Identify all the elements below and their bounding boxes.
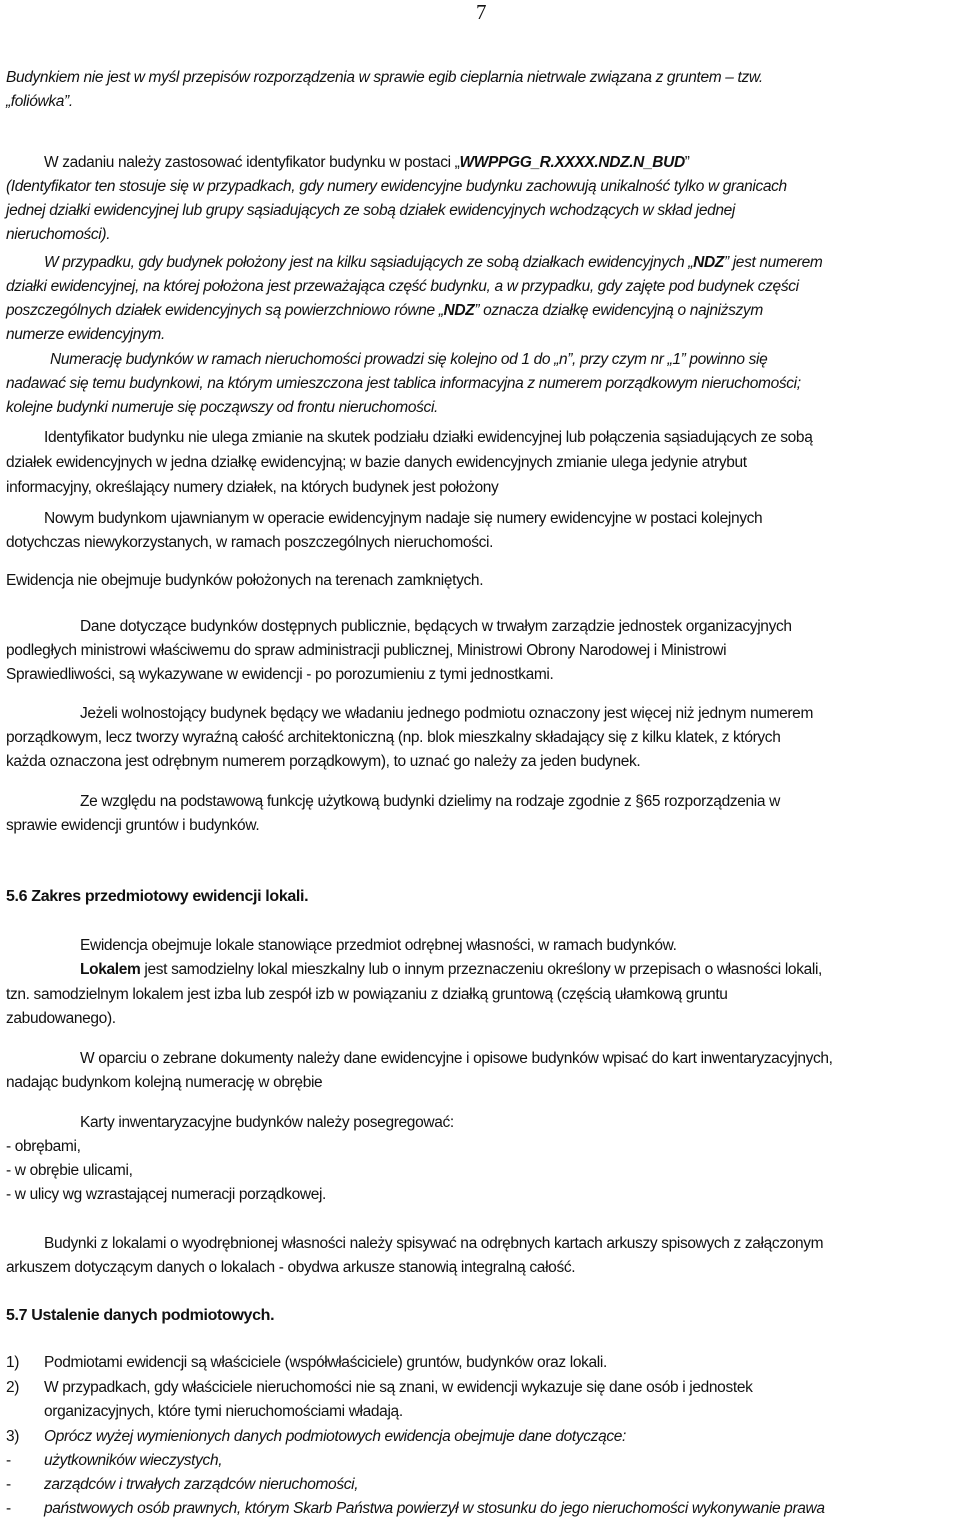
paragraph-line: dotychczas niewykorzystanych, w ramach poszczególnych nieruchomości.	[6, 534, 494, 551]
list-subitem: zarządców i trwałych zarządców nieruchomości,	[44, 1476, 359, 1493]
list-item: Podmiotami ewidencji są właściciele (współwłaściciele) gruntów, budynków oraz lokali.	[44, 1354, 607, 1371]
list-subitem: użytkowników wieczystych,	[44, 1452, 223, 1469]
paragraph-line: poszczególnych działek ewidencyjnych są powierzchniowo równe „NDZ” oznacza działkę ewidencyjną o najniższym	[6, 302, 763, 319]
identifier-line	[44, 153, 690, 173]
paragraph-line: Ewidencja nie obejmuje budynków położonych na terenach zamkniętych.	[6, 572, 484, 589]
paragraph-line: informacyjny, określający numery działek, na których budynek jest położony	[6, 479, 499, 496]
list-number: 2)	[6, 1379, 20, 1396]
ndz-term: NDZ	[693, 254, 724, 271]
paragraph-line: Budynkiem nie jest w myśl przepisów rozporządzenia w sprawie egib cieplarnia nietrwale związana z gruntem – tzw.	[6, 69, 763, 86]
page-number: 7	[476, 0, 487, 24]
paragraph-line: Lokalem jest samodzielny lokal mieszkalny lub o innym przeznaczeniu określony w przepisach o własności lokali,	[80, 961, 823, 978]
paragraph-line: Ze względu na podstawową funkcję użytkową budynki dzielimy na rodzaje zgodnie z §65 rozporządzenia w	[80, 793, 780, 810]
paragraph-line: Karty inwentaryzacyjne budynków należy posegregować:	[80, 1114, 454, 1131]
paragraph-line: działki ewidencyjnej, na której położona jest przeważająca część budynku, a w przypadku, gdy zajęte pod budynek części	[6, 278, 799, 295]
list-dash: -	[6, 1476, 11, 1493]
paragraph-line: tzn. samodzielnym lokalem jest izba lub zespół izb w powiązaniu z działką gruntową (częścią ułamkową gruntu	[6, 986, 728, 1003]
paragraph-line: zabudowanego).	[6, 1010, 116, 1027]
list-number: 1)	[6, 1354, 20, 1371]
paragraph-line: Numerację budynków w ramach nieruchomości prowadzi się kolejno od 1 do „n”, przy czym nr „1” powinno się	[50, 351, 768, 368]
ndz-term: NDZ	[443, 302, 475, 319]
identifier-intro: W zadaniu należy zastosować identyfikator budynku w postaci „	[44, 154, 460, 171]
paragraph-line: Identyfikator budynku nie ulega zmianie na skutek podziału działki ewidencyjnej lub połączenia sąsiadujących ze sobą	[44, 429, 813, 446]
paragraph-line: działek ewidencyjnych w jedna działkę ewidencyjną; w bazie danych ewidencyjnych zmianie ulega jedynie atrybut	[6, 454, 747, 471]
paragraph-line: Sprawiedliwości, są wykazywane w ewidencji - po porozumieniu z tymi jednostkami.	[6, 666, 554, 683]
paragraph-line: jednej działki ewidencyjnej lub grupy sąsiadujących ze sobą działek ewidencyjnych wchodzących w skład jednej	[6, 202, 736, 219]
paragraph-line: W oparciu o zebrane dokumenty należy dane ewidencyjne i opisowe budynków wpisać do kart inwentaryzacyjnych,	[80, 1050, 833, 1067]
paragraph-line: każda oznaczona jest odrębnym numerem porządkowym), to uznać go należy za jeden budynek.	[6, 753, 641, 770]
paragraph-line: Jeżeli wolnostojący budynek będący we władaniu jednego podmiotu oznaczony jest więcej niż jednym numerem	[80, 705, 814, 722]
paragraph-line: Budynki z lokalami o wyodrębnionej własności należy spisywać na odrębnych kartach arkuszy spisowych z załączonym	[44, 1235, 824, 1252]
paragraph-line: Ewidencja obejmuje lokale stanowiące przedmiot odrębnej własności, w ramach budynków.	[80, 937, 677, 954]
identifier-code: WWPPGG_R.XXXX.NDZ.N_BUD	[459, 154, 685, 171]
paragraph-line: W przypadku, gdy budynek położony jest na kilku sąsiadujących ze sobą działkach ewidencyjnych „NDZ” jest numerem	[44, 254, 823, 271]
paragraph-line: „foliówka”.	[6, 93, 73, 110]
paragraph-line: podległych ministrowi właściwemu do spraw administracji publicznej, Ministrowi Obrony Narodowej i Ministrowi	[6, 642, 727, 659]
list-item: - w ulicy wg wzrastającej numeracji porządkowej.	[6, 1186, 327, 1203]
identifier-quote: ”	[684, 154, 690, 171]
paragraph-line: nadawać się temu budynkowi, na którym umieszczona jest tablica informacyjna z numerem porządkowym nieruchomości;	[6, 375, 801, 392]
paragraph-line: porządkowym, lecz tworzy wyraźną całość architektoniczną (np. blok mieszkalny składający się z kilku klatek, z których	[6, 729, 781, 746]
list-dash: -	[6, 1452, 11, 1469]
paragraph-line: Dane dotyczące budynków dostępnych publicznie, będących w trwałym zarządzie jednostek organizacyjnych	[80, 618, 792, 635]
paragraph-line: kolejne budynki numeruje się począwszy od frontu nieruchomości.	[6, 399, 438, 416]
list-item: Oprócz wyżej wymienionych danych podmiotowych ewidencja obejmuje dane dotyczące:	[44, 1428, 626, 1445]
paragraph-line: nadając budynkom kolejną numerację w obrębie	[6, 1074, 323, 1091]
section-heading: 5.7 Ustalenie danych podmiotowych.	[6, 1307, 275, 1324]
list-item: - obrębami,	[6, 1138, 81, 1155]
paragraph-line: nieruchomości).	[6, 226, 111, 243]
paragraph-line: sprawie ewidencji gruntów i budynków.	[6, 817, 260, 834]
list-item: - w obrębie ulicami,	[6, 1162, 133, 1179]
paragraph-line: numerze ewidencyjnym.	[6, 326, 165, 343]
list-item: organizacyjnych, które tymi nieruchomościami władają.	[44, 1403, 403, 1420]
paragraph-line: arkuszem dotyczącym danych o lokalach - obydwa arkusze stanowią integralną całość.	[6, 1259, 576, 1276]
list-number: 3)	[6, 1428, 20, 1445]
section-heading: 5.6 Zakres przedmiotowy ewidencji lokali.	[6, 888, 309, 905]
paragraph-line: Nowym budynkom ujawnianym w operacie ewidencyjnym nadaje się numery ewidencyjne w postaci kolejnych	[44, 510, 763, 527]
list-item: W przypadkach, gdy właściciele nieruchomości nie są znani, w ewidencji wykazuje się dane osób i jednostek	[44, 1379, 753, 1396]
list-dash: -	[6, 1500, 11, 1517]
term-lokal: Lokalem	[80, 961, 141, 978]
list-subitem: państwowych osób prawnych, którym Skarb Państwa powierzył w stosunku do jego nieruchomości wykonywanie prawa	[44, 1500, 825, 1517]
paragraph-line: (Identyfikator ten stosuje się w przypadkach, gdy numery ewidencyjne budynku zachowują unikalność tylko w granicach	[6, 178, 787, 195]
